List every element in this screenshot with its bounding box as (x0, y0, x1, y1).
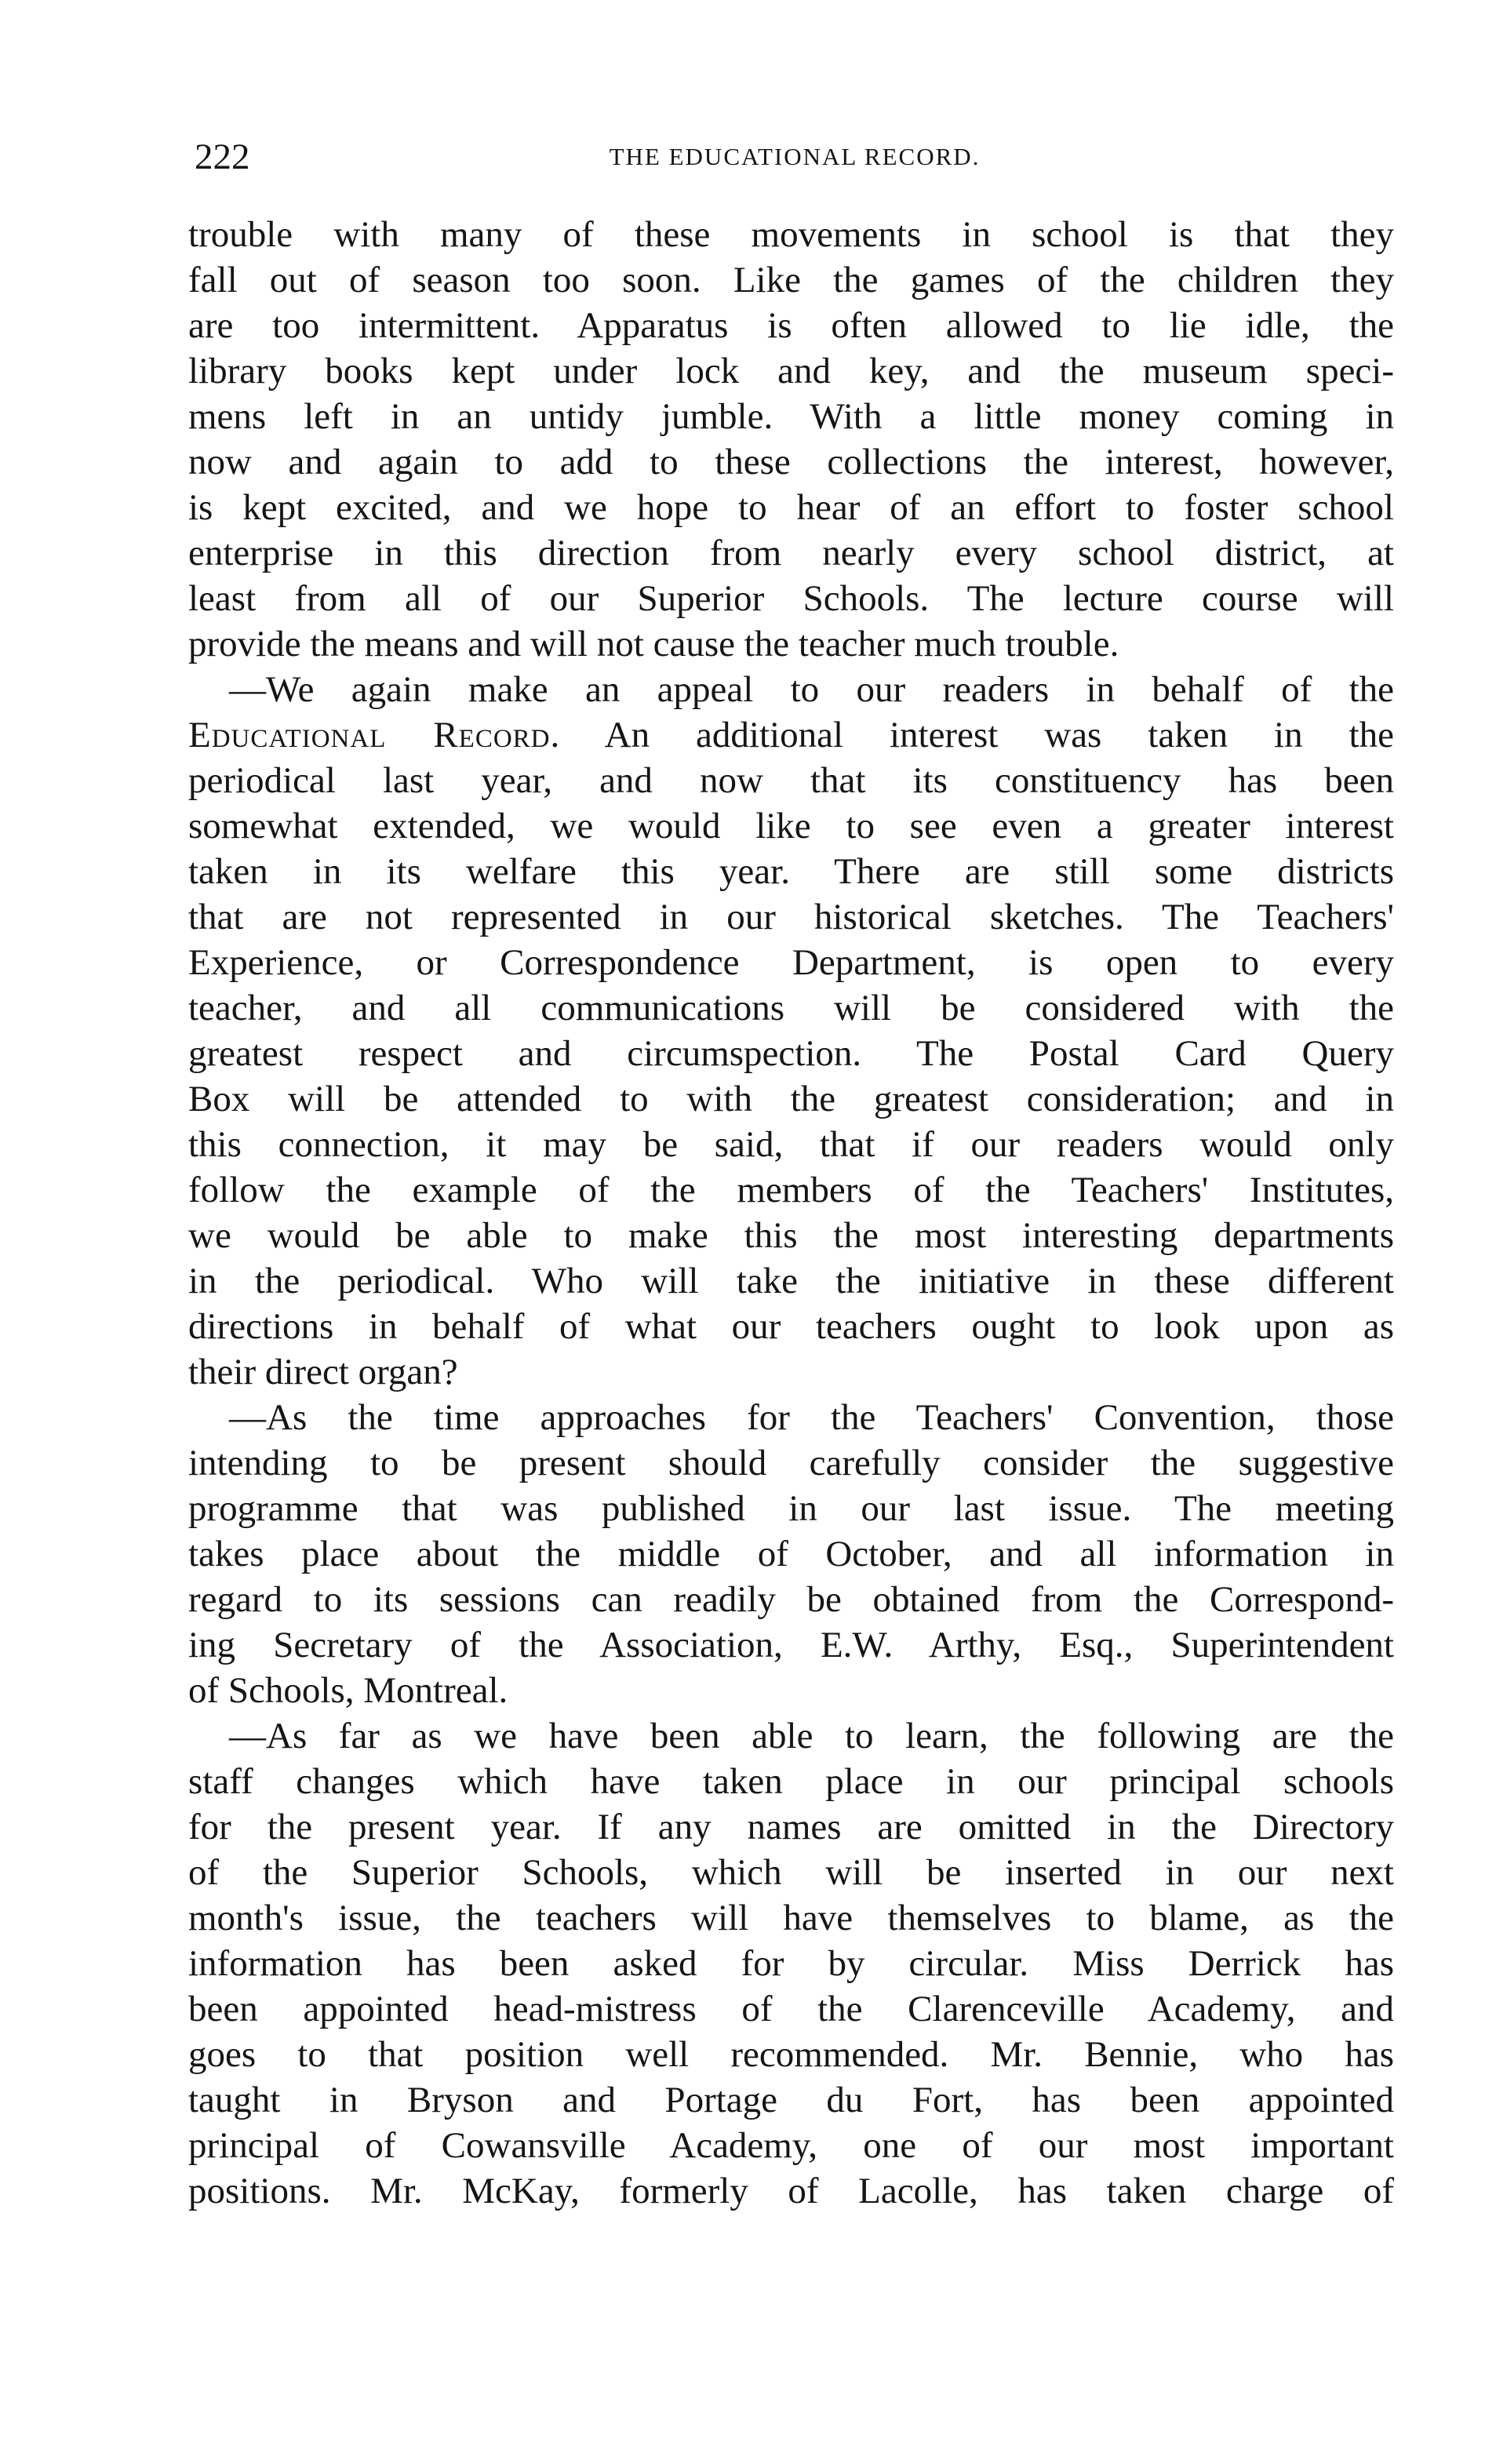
text-line: —As the time approaches for the Teachers' Convention, those (229, 1397, 1394, 1438)
text-line-with-title (188, 712, 1394, 758)
text-line: goes to that position well recommended. Mr. Bennie, who has (188, 2034, 1394, 2075)
text-line: takes place about the middle of October, and all information in (188, 1534, 1394, 1574)
text-fragment: An additional interest was taken in the (604, 715, 1394, 755)
text-line: provide the means and will not cause the teacher much trouble. (188, 624, 1119, 664)
text-line: enterprise in this direction from nearly every school district, at (188, 533, 1394, 573)
text-line: information has been asked for by circular. Miss Derrick has (188, 1943, 1394, 1984)
text-line: in the periodical. Who will take the initiative in these different (188, 1261, 1394, 1301)
text-line: somewhat extended, we would like to see even a greater interest (188, 806, 1394, 846)
text-line: programme that was published in our last issue. The meeting (188, 1488, 1394, 1529)
text-line: now and again to add to these collections the interest, however, (188, 442, 1394, 482)
text-line: we would be able to make this the most interesting departments (188, 1215, 1394, 1256)
text-line: ing Secretary of the Association, E.W. Arthy, Esq., Superintendent (188, 1625, 1394, 1665)
text-line: —We again make an appeal to our readers in behalf of the (229, 669, 1394, 710)
text-line: principal of Cowansville Academy, one of our most important (188, 2125, 1394, 2166)
text-line: periodical last year, and now that its constituency has been (188, 760, 1394, 801)
text-line: directions in behalf of what our teachers ought to look upon as (188, 1306, 1394, 1347)
text-line: regard to its sessions can readily be obtained from the Correspond- (188, 1579, 1394, 1620)
text-line: intending to be present should carefully consider the suggestive (188, 1443, 1394, 1483)
text-line: of Schools, Montreal. (188, 1670, 508, 1711)
text-line: least from all of our Superior Schools. The lecture course will (188, 578, 1394, 619)
page-number: 222 (195, 136, 250, 177)
text-line: staff changes which have taken place in our principal schools (188, 1761, 1394, 1802)
text-line: taught in Bryson and Portage du Fort, has been appointed (188, 2080, 1394, 2120)
text-line: are too intermittent. Apparatus is often allowed to lie idle, the (188, 305, 1394, 346)
small-caps-title: Educational Record. (188, 715, 561, 755)
article-body (188, 212, 1394, 2214)
text-line: follow the example of the members of the Teachers' Institutes, (188, 1170, 1394, 1210)
text-line: teacher, and all communications will be considered with the (188, 988, 1394, 1028)
text-line: positions. Mr. McKay, formerly of Lacolle, has taken charge of (188, 2171, 1394, 2211)
page-header (195, 133, 1395, 180)
text-line: fall out of season too soon. Like the games of the children they (188, 260, 1394, 300)
text-line: library books kept under lock and key, and the museum speci- (188, 351, 1394, 391)
text-line: that are not represented in our historical sketches. The Teachers' (188, 897, 1394, 937)
text-line: is kept excited, and we hope to hear of an effort to foster school (188, 487, 1394, 528)
text-line: for the present year. If any names are omitted in the Directory (188, 1807, 1394, 1847)
text-line: Box will be attended to with the greatest consideration; and in (188, 1079, 1394, 1119)
text-line: their direct organ? (188, 1352, 458, 1392)
running-head: THE EDUCATIONAL RECORD. (609, 143, 981, 170)
text-line: trouble with many of these movements in school is that they (188, 214, 1394, 255)
text-line: been appointed head-mistress of the Clarenceville Academy, and (188, 1989, 1394, 2029)
text-line: taken in its welfare this year. There are still some districts (188, 851, 1394, 892)
text-line: mens left in an untidy jumble. With a little money coming in (188, 396, 1394, 437)
text-line: of the Superior Schools, which will be inserted in our next (188, 1852, 1394, 1893)
text-line: this connection, it may be said, that if our readers would only (188, 1124, 1394, 1165)
text-line: Experience, or Correspondence Department, is open to every (188, 942, 1394, 983)
text-line: month's issue, the teachers will have themselves to blame, as the (188, 1898, 1394, 1938)
text-line: greatest respect and circumspection. The Postal Card Query (188, 1033, 1394, 1074)
text-line: —As far as we have been able to learn, the following are the (229, 1716, 1394, 1756)
